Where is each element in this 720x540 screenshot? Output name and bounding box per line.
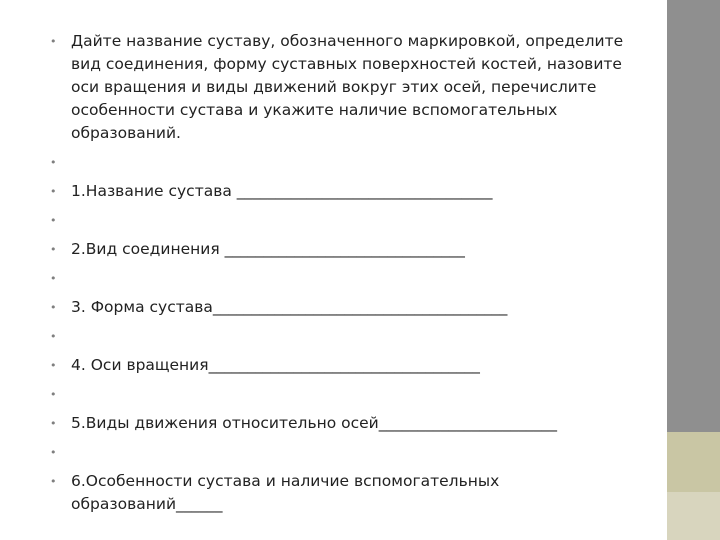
bullet-icon: • [50, 156, 57, 169]
list-item-text: 5.Виды движения относительно осей_______________________ [71, 414, 558, 432]
side-accent-block [667, 492, 720, 540]
bullet-icon: • [50, 388, 57, 401]
bullet-icon: • [50, 359, 57, 372]
bullet-icon: • [50, 185, 57, 198]
bullet-icon: • [50, 35, 57, 48]
list-item [46, 383, 646, 406]
bullet-icon: • [50, 301, 57, 314]
bullet-list [46, 30, 646, 522]
list-item [46, 267, 646, 290]
bullet-icon: • [50, 417, 57, 430]
list-item-text: 3. Форма сустава______________________________________ [71, 298, 508, 316]
list-item-text: 2.Вид соединения _______________________________ [71, 240, 465, 258]
list-item [46, 151, 646, 174]
side-accent-block [667, 432, 720, 492]
bullet-icon: • [50, 214, 57, 227]
bullet-icon: • [50, 243, 57, 256]
list-item-text: 6.Особенности сустава и наличие вспомогательных образований______ [71, 472, 500, 513]
bullet-icon: • [50, 272, 57, 285]
list-item [46, 354, 646, 377]
list-item-text: 4. Оси вращения___________________________________ [71, 356, 480, 374]
list-item [46, 325, 646, 348]
list-item-text: 1.Название сустава _________________________________ [71, 182, 493, 200]
list-item-text: Дайте название суставу, обозначенного маркировкой, определите вид соединения, форму суставных поверхностей костей, назовите оси вращения и виды движений вокруг этих осей, перечислите особенности сустава и укажите наличие вспомогательных образований. [71, 32, 624, 142]
list-item [46, 238, 646, 261]
list-item [46, 180, 646, 203]
list-item [46, 470, 646, 516]
list-item [46, 441, 646, 464]
bullet-icon: • [50, 446, 57, 459]
list-item [46, 30, 646, 145]
list-item [46, 296, 646, 319]
list-item [46, 209, 646, 232]
bullet-icon: • [50, 330, 57, 343]
list-item [46, 412, 646, 435]
bullet-icon: • [50, 475, 57, 488]
